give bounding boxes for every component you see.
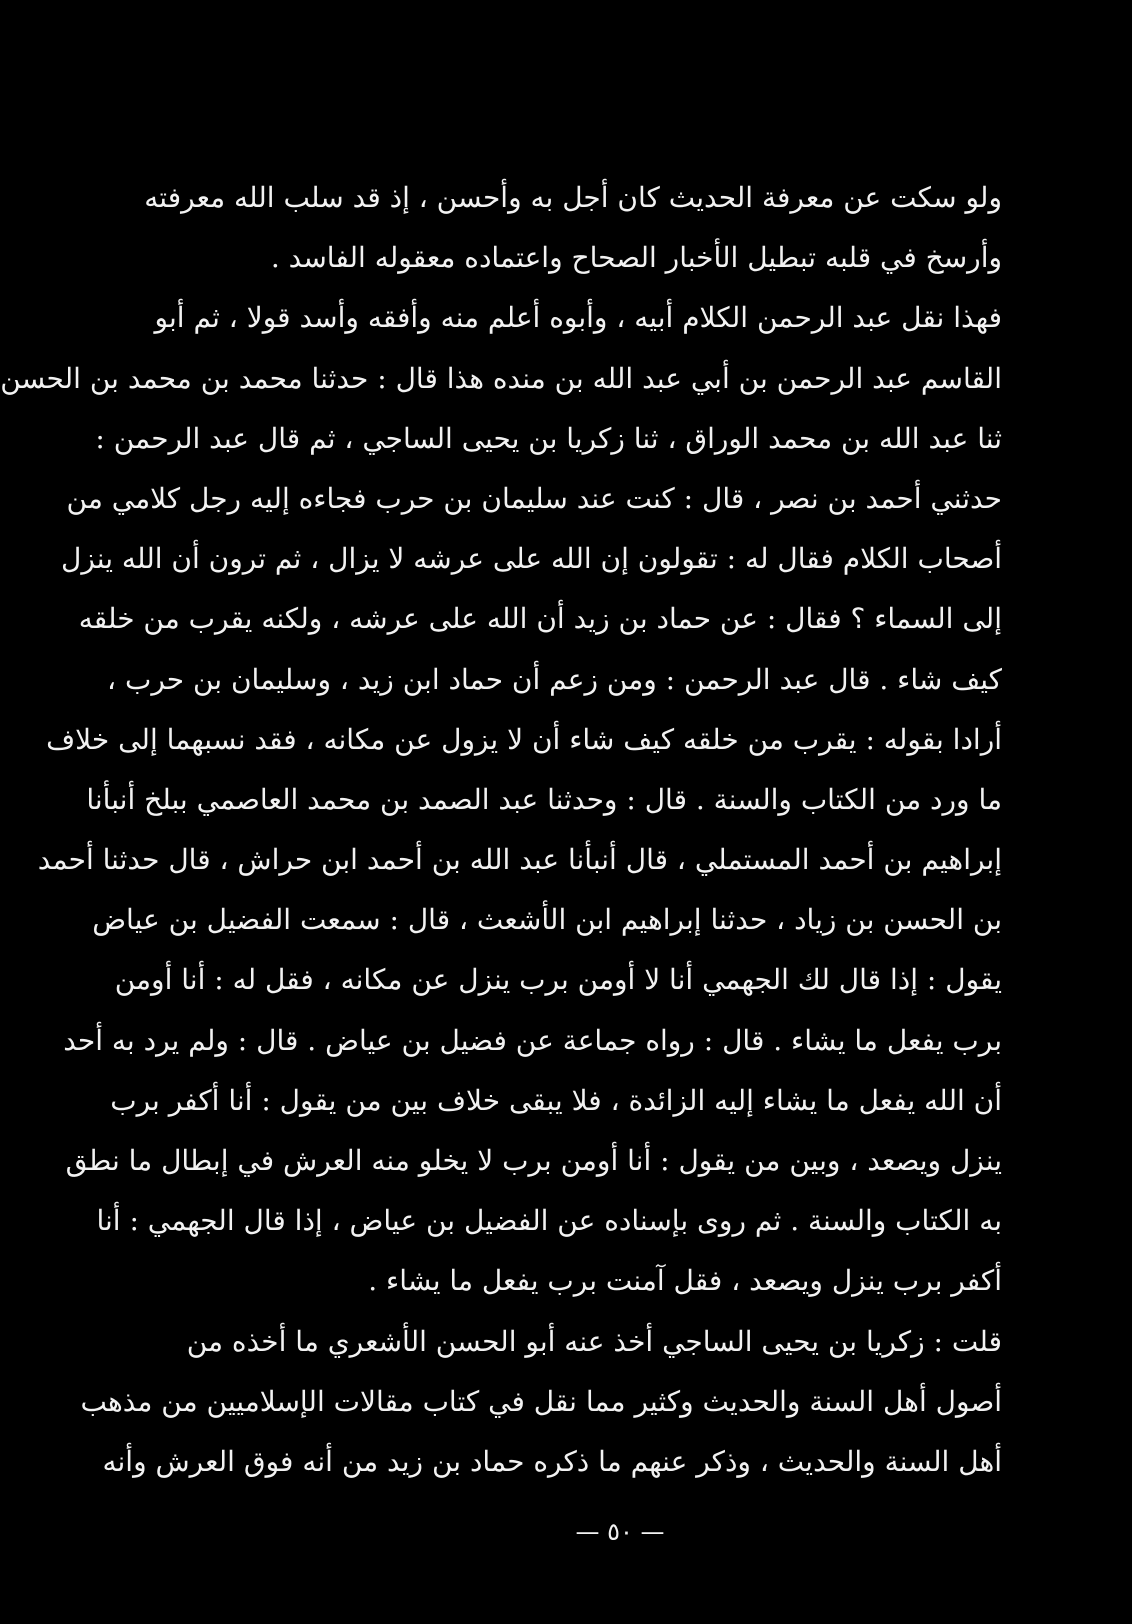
text-line: أصول أهل السنة والحديث وكثير مما نقل في كتاب مقالات الإسلاميين من مذهب (80, 1384, 1002, 1418)
text-line: ما ورد من الكتاب والسنة . قال : وحدثنا عبد الصمد بن محمد العاصمي ببلخ أنبأنا (86, 782, 1002, 816)
page-body-text (0, 168, 1002, 1492)
text-line: كيف شاء . قال عبد الرحمن : ومن زعم أن حماد ابن زيد ، وسليمان بن حرب ، (107, 662, 1002, 696)
text-line: أهل السنة والحديث ، وذكر عنهم ما ذكره حماد بن زيد من أنه فوق العرش وأنه (102, 1444, 1002, 1478)
text-line: فهذا نقل عبد الرحمن الكلام أبيه ، وأبوه أعلم منه وأفقه وأسد قولا ، ثم أبو (154, 301, 1002, 335)
text-line: ينزل ويصعد ، وبين من يقول : أنا أومن برب لا يخلو منه العرش في إبطال ما نطق (65, 1144, 1002, 1177)
text-line: ولو سكت عن معرفة الحديث كان أجل به وأحسن ، إذ قد سلب الله معرفته (144, 181, 1002, 214)
text-line: به الكتاب والسنة . ثم روى بإسناده عن الفضيل بن عياض ، إذا قال الجهمي : أنا (96, 1204, 1002, 1238)
text-line: بن الحسن بن زياد ، حدثنا إبراهيم ابن الأشعث ، قال : سمعت الفضيل بن عياض (92, 903, 1002, 937)
text-line: يقول : إذا قال لك الجهمي أنا لا أومن برب ينزل عن مكانه ، فقل له : أنا أومن (114, 963, 1002, 997)
text-line: القاسم عبد الرحمن بن أبي عبد الله بن منده هذا قال : حدثنا محمد بن محمد بن الحسن (0, 361, 1002, 395)
text-line: أصحاب الكلام فقال له : تقولون إن الله على عرشه لا يزال ، ثم ترون أن الله ينزل (61, 542, 1002, 576)
page-number: — ٥٠ — (575, 1518, 665, 1546)
text-line: أرادا بقوله : يقرب من خلقه كيف شاء أن لا يزول عن مكانه ، فقد نسبهما إلى خلاف (46, 722, 1002, 756)
text-line: إبراهيم بن أحمد المستملي ، قال أنبأنا عبد الله بن أحمد ابن حراش ، قال حدثنا أحمد (37, 843, 1002, 877)
text-line: أن الله يفعل ما يشاء إليه الزائدة ، فلا يبقى خلاف بين من يقول : أنا أكفر برب (110, 1083, 1002, 1117)
text-line: وأرسخ في قلبه تبطيل الأخبار الصحاح واعتماده معقوله الفاسد . (270, 241, 1002, 275)
text-line: قلت : زكريا بن يحيى الساجي أخذ عنه أبو الحسن الأشعري ما أخذه من (186, 1324, 1002, 1358)
text-line: أكفر برب ينزل ويصعد ، فقل آمنت برب يفعل ما يشاء . (368, 1264, 1002, 1298)
text-line: حدثني أحمد بن نصر ، قال : كنت عند سليمان بن حرب فجاءه إليه رجل كلامي من (66, 481, 1002, 515)
text-line: ثنا عبد الله بن محمد الوراق ، ثنا زكريا بن يحيى الساجي ، ثم قال عبد الرحمن : (95, 421, 1002, 455)
text-line: إلى السماء ؟ فقال : عن حماد بن زيد أن الله على عرشه ، ولكنه يقرب من خلقه (78, 602, 1002, 636)
text-line: برب يفعل ما يشاء . قال : رواه جماعة عن فضيل بن عياض . قال : ولم يرد به أحد (63, 1023, 1002, 1057)
